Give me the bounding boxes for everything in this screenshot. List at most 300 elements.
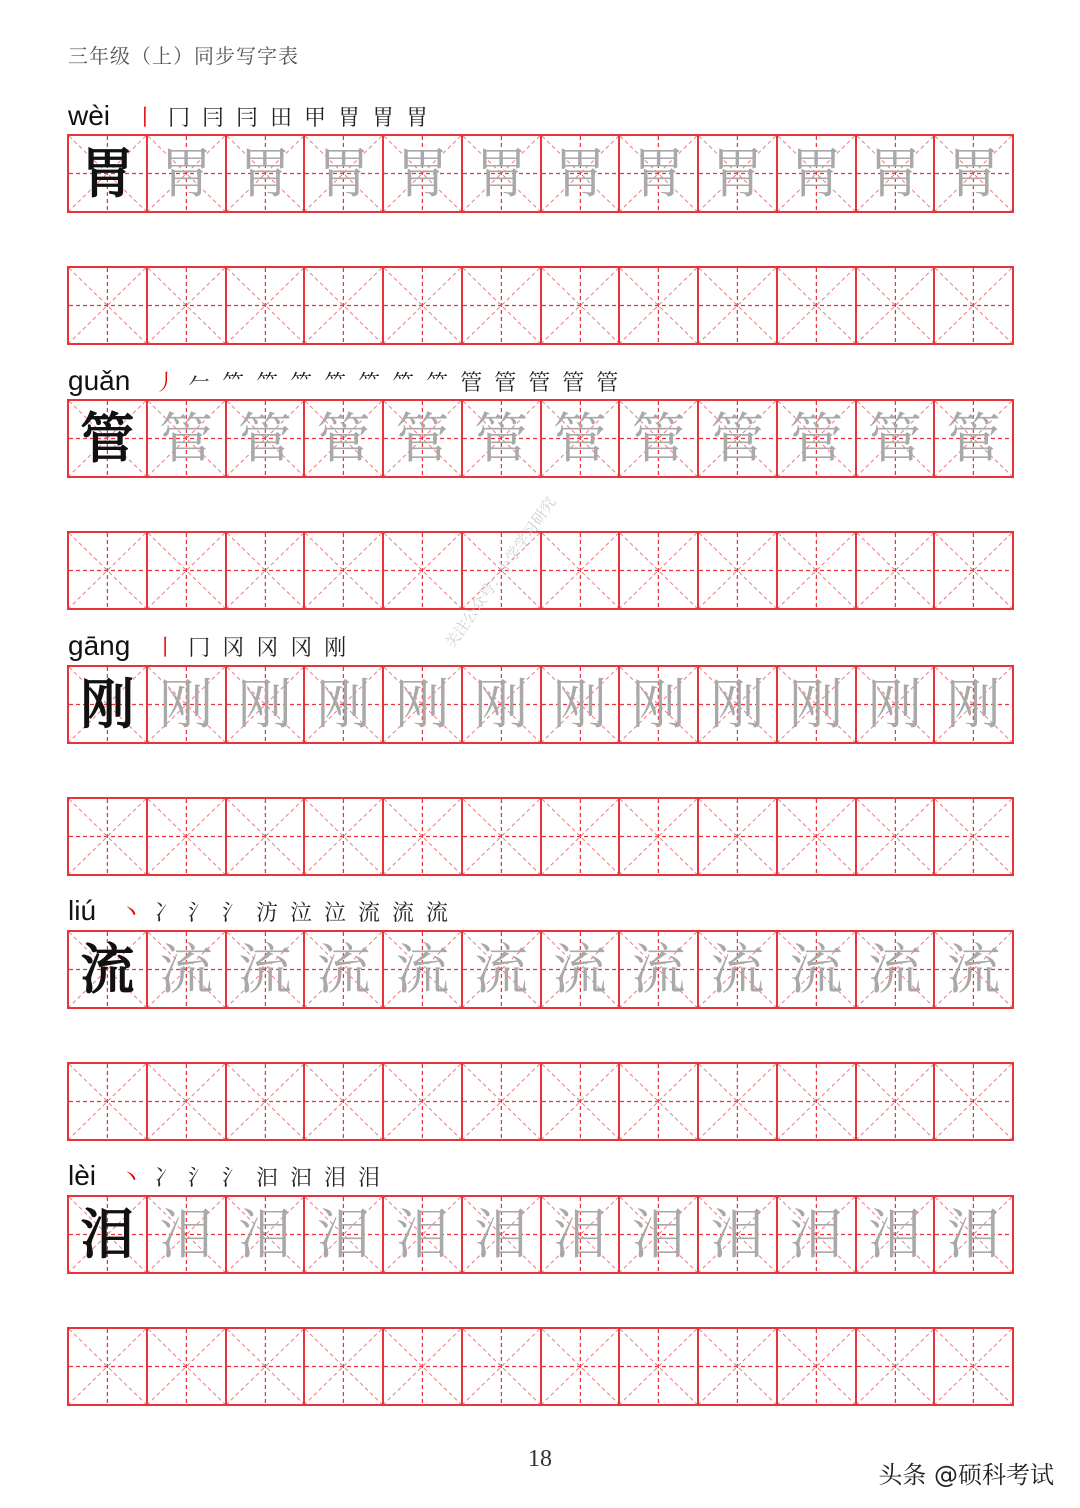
watermark: 关注公众号：小学学习研究 xyxy=(441,493,560,652)
trace-cell[interactable] xyxy=(225,1197,304,1272)
grid-guides xyxy=(542,268,619,343)
grid-guides xyxy=(857,1064,934,1139)
trace-cell[interactable] xyxy=(303,1197,382,1272)
stroke-step: 流 xyxy=(392,901,415,926)
trace-character: 流 xyxy=(552,937,607,1001)
trace-cell[interactable] xyxy=(776,401,855,476)
trace-cell[interactable] xyxy=(382,401,461,476)
blank-cell[interactable] xyxy=(618,799,697,874)
blank-cell[interactable] xyxy=(67,1329,146,1404)
stroke-step: 胃 xyxy=(372,106,395,131)
grid-guides xyxy=(935,268,1012,343)
blank-cell[interactable] xyxy=(382,268,461,343)
blank-cell[interactable] xyxy=(776,533,855,608)
stroke-step: 甲 xyxy=(304,106,327,131)
trace-cell[interactable] xyxy=(303,136,382,211)
blank-practice-row xyxy=(67,266,1014,345)
trace-character: 刚 xyxy=(316,672,371,736)
trace-cell[interactable] xyxy=(461,136,540,211)
tracing-grid-row xyxy=(67,399,1014,478)
trace-character: 泪 xyxy=(867,1202,922,1266)
trace-cell[interactable] xyxy=(461,401,540,476)
pinyin-label: lèi xyxy=(68,1160,97,1191)
trace-cell[interactable] xyxy=(697,1197,776,1272)
blank-cell[interactable] xyxy=(146,799,225,874)
blank-cell[interactable] xyxy=(225,533,304,608)
stroke-step: 氵 xyxy=(222,1166,245,1191)
stroke-step: 氵 xyxy=(188,1166,211,1191)
trace-cell[interactable] xyxy=(697,401,776,476)
trace-cell[interactable] xyxy=(933,1197,1014,1272)
trace-character: 刚 xyxy=(474,672,529,736)
stroke-step: ⺮ xyxy=(222,371,245,396)
model-character-cell xyxy=(67,1197,146,1272)
trace-cell[interactable] xyxy=(855,136,934,211)
pinyin-label: guǎn xyxy=(68,365,131,396)
stroke-order-row xyxy=(68,355,624,395)
stroke-step: 刚 xyxy=(324,636,347,661)
trace-cell[interactable] xyxy=(697,932,776,1007)
trace-cell[interactable] xyxy=(540,1197,619,1272)
grid-guides xyxy=(699,268,776,343)
grid-guides xyxy=(384,1329,461,1404)
grid-guides xyxy=(620,533,697,608)
blank-cell[interactable] xyxy=(855,533,934,608)
stroke-step: 冃 xyxy=(236,106,259,131)
trace-cell[interactable] xyxy=(776,1197,855,1272)
blank-cell[interactable] xyxy=(146,533,225,608)
grid-guides xyxy=(148,1064,225,1139)
stroke-order-row xyxy=(68,620,352,660)
grid-guides xyxy=(69,799,146,874)
trace-cell[interactable] xyxy=(303,667,382,742)
trace-character: 管 xyxy=(474,406,529,470)
trace-character: 管 xyxy=(867,406,922,470)
blank-cell[interactable] xyxy=(461,268,540,343)
model-character: 流 xyxy=(80,937,135,1001)
trace-cell[interactable] xyxy=(461,932,540,1007)
trace-cell[interactable] xyxy=(776,932,855,1007)
trace-character: 管 xyxy=(552,406,607,470)
grid-guides xyxy=(542,799,619,874)
stroke-step: 冈 xyxy=(290,636,313,661)
tracing-grid-row xyxy=(67,930,1014,1009)
blank-cell[interactable] xyxy=(461,1329,540,1404)
blank-cell[interactable] xyxy=(697,1064,776,1139)
trace-character: 刚 xyxy=(867,672,922,736)
trace-cell[interactable] xyxy=(540,932,619,1007)
grid-guides xyxy=(699,1064,776,1139)
trace-cell[interactable] xyxy=(933,932,1014,1007)
trace-character: 刚 xyxy=(631,672,686,736)
trace-character: 泪 xyxy=(710,1202,765,1266)
grid-guides xyxy=(463,1064,540,1139)
trace-character: 刚 xyxy=(710,672,765,736)
grid-guides xyxy=(542,1329,619,1404)
trace-cell[interactable] xyxy=(382,136,461,211)
blank-cell[interactable] xyxy=(225,799,304,874)
tracing-grid-row xyxy=(67,665,1014,744)
grid-guides xyxy=(227,799,304,874)
stroke-step: 胃 xyxy=(406,106,429,131)
grid-guides xyxy=(778,799,855,874)
blank-cell[interactable] xyxy=(855,799,934,874)
model-character: 管 xyxy=(80,406,135,470)
trace-cell[interactable] xyxy=(618,932,697,1007)
stroke-step: 丶 xyxy=(120,1166,143,1191)
stroke-step: 胃 xyxy=(338,106,361,131)
trace-cell[interactable] xyxy=(618,136,697,211)
stroke-step: 冈 xyxy=(222,636,245,661)
trace-character: 泪 xyxy=(316,1202,371,1266)
trace-character: 刚 xyxy=(946,672,1001,736)
blank-cell[interactable] xyxy=(303,1329,382,1404)
blank-cell[interactable] xyxy=(933,1064,1014,1139)
trace-character: 泪 xyxy=(474,1202,529,1266)
blank-cell[interactable] xyxy=(933,268,1014,343)
stroke-step: 田 xyxy=(270,106,293,131)
stroke-step: 氵 xyxy=(222,901,245,926)
trace-cell[interactable] xyxy=(303,932,382,1007)
model-character-cell xyxy=(67,932,146,1007)
trace-character: 泪 xyxy=(789,1202,844,1266)
trace-cell[interactable] xyxy=(225,401,304,476)
pinyin-label: wèi xyxy=(68,100,111,131)
model-character: 泪 xyxy=(80,1202,135,1266)
grid-guides xyxy=(384,533,461,608)
grid-guides xyxy=(935,533,1012,608)
trace-cell[interactable] xyxy=(855,1197,934,1272)
stroke-step: 冫 xyxy=(154,1166,177,1191)
trace-cell[interactable] xyxy=(382,932,461,1007)
trace-cell[interactable] xyxy=(146,136,225,211)
grid-guides xyxy=(778,1064,855,1139)
grid-guides xyxy=(542,533,619,608)
stroke-step: 泣 xyxy=(290,901,313,926)
tracing-grid-row xyxy=(67,1195,1014,1274)
grid-guides xyxy=(699,533,776,608)
trace-cell[interactable] xyxy=(146,932,225,1007)
trace-character: 刚 xyxy=(552,672,607,736)
model-character-cell xyxy=(67,401,146,476)
grid-guides xyxy=(857,799,934,874)
stroke-step: 管 xyxy=(596,371,619,396)
trace-character: 管 xyxy=(237,406,292,470)
grid-guides xyxy=(620,799,697,874)
grid-guides xyxy=(463,799,540,874)
pinyin-label: liú xyxy=(68,895,97,926)
trace-cell[interactable] xyxy=(776,136,855,211)
blank-cell[interactable] xyxy=(618,1329,697,1404)
trace-cell[interactable] xyxy=(855,932,934,1007)
blank-cell[interactable] xyxy=(697,1329,776,1404)
blank-cell[interactable] xyxy=(67,1064,146,1139)
grid-guides xyxy=(69,268,146,343)
trace-character: 管 xyxy=(789,406,844,470)
trace-character: 流 xyxy=(237,937,292,1001)
stroke-step: 冂 xyxy=(168,106,191,131)
page-number: 18 xyxy=(528,1446,552,1472)
stroke-step: ⺮ xyxy=(256,371,279,396)
trace-character: 流 xyxy=(867,937,922,1001)
page-title: 三年级（上）同步写字表 xyxy=(68,44,299,68)
stroke-order-row xyxy=(68,1150,386,1190)
blank-cell[interactable] xyxy=(303,799,382,874)
stroke-step: 流 xyxy=(426,901,449,926)
blank-cell[interactable] xyxy=(67,799,146,874)
grid-guides xyxy=(227,1064,304,1139)
blank-cell[interactable] xyxy=(67,268,146,343)
stroke-step: 丿 xyxy=(154,371,177,396)
blank-cell[interactable] xyxy=(382,1064,461,1139)
grid-guides xyxy=(620,1329,697,1404)
stroke-step: ⺮ xyxy=(392,371,415,396)
trace-character: 胃 xyxy=(789,141,844,205)
stroke-step: 冂 xyxy=(188,636,211,661)
stroke-step: 冃 xyxy=(202,106,225,131)
stroke-step: 流 xyxy=(358,901,381,926)
trace-cell[interactable] xyxy=(303,401,382,476)
grid-guides xyxy=(227,533,304,608)
trace-character: 刚 xyxy=(159,672,214,736)
trace-character: 流 xyxy=(159,937,214,1001)
trace-cell[interactable] xyxy=(382,1197,461,1272)
stroke-step: 管 xyxy=(460,371,483,396)
stroke-step: ⺮ xyxy=(426,371,449,396)
blank-cell[interactable] xyxy=(855,1329,934,1404)
blank-cell[interactable] xyxy=(303,268,382,343)
grid-guides xyxy=(305,1064,382,1139)
grid-guides xyxy=(778,268,855,343)
trace-character: 管 xyxy=(316,406,371,470)
grid-guides xyxy=(935,1329,1012,1404)
blank-cell[interactable] xyxy=(67,533,146,608)
blank-cell[interactable] xyxy=(225,1329,304,1404)
trace-character: 泪 xyxy=(552,1202,607,1266)
blank-cell[interactable] xyxy=(303,533,382,608)
grid-guides xyxy=(778,533,855,608)
trace-cell[interactable] xyxy=(933,136,1014,211)
trace-cell[interactable] xyxy=(540,136,619,211)
stroke-step: 管 xyxy=(494,371,517,396)
blank-cell[interactable] xyxy=(855,1064,934,1139)
trace-character: 流 xyxy=(946,937,1001,1001)
grid-guides xyxy=(305,533,382,608)
blank-cell[interactable] xyxy=(540,799,619,874)
stroke-step: 冈 xyxy=(256,636,279,661)
stroke-step: 氵 xyxy=(188,901,211,926)
blank-cell[interactable] xyxy=(776,799,855,874)
blank-cell[interactable] xyxy=(461,799,540,874)
blank-cell[interactable] xyxy=(225,1064,304,1139)
trace-character: 胃 xyxy=(395,141,450,205)
stroke-step: 丨 xyxy=(134,106,157,131)
model-character-cell xyxy=(67,136,146,211)
stroke-step: 泣 xyxy=(324,901,347,926)
trace-cell[interactable] xyxy=(697,667,776,742)
blank-cell[interactable] xyxy=(382,799,461,874)
model-character: 刚 xyxy=(80,672,135,736)
blank-cell[interactable] xyxy=(540,268,619,343)
trace-cell[interactable] xyxy=(855,401,934,476)
stroke-step: 汩 xyxy=(290,1166,313,1191)
trace-character: 胃 xyxy=(631,141,686,205)
blank-cell[interactable] xyxy=(618,1064,697,1139)
stroke-step: 汸 xyxy=(256,901,279,926)
model-character: 胃 xyxy=(80,141,135,205)
stroke-step: ⺮ xyxy=(324,371,347,396)
trace-character: 管 xyxy=(946,406,1001,470)
blank-cell[interactable] xyxy=(146,1329,225,1404)
trace-character: 管 xyxy=(159,406,214,470)
blank-cell[interactable] xyxy=(382,1329,461,1404)
trace-character: 刚 xyxy=(237,672,292,736)
grid-guides xyxy=(699,799,776,874)
grid-guides xyxy=(384,268,461,343)
trace-cell[interactable] xyxy=(225,136,304,211)
blank-practice-row xyxy=(67,1327,1014,1406)
trace-character: 泪 xyxy=(395,1202,450,1266)
blank-cell[interactable] xyxy=(540,1329,619,1404)
trace-cell[interactable] xyxy=(461,667,540,742)
blank-cell[interactable] xyxy=(382,533,461,608)
grid-guides xyxy=(620,1064,697,1139)
grid-guides xyxy=(69,1329,146,1404)
trace-cell[interactable] xyxy=(618,1197,697,1272)
grid-guides xyxy=(227,268,304,343)
grid-guides xyxy=(227,1329,304,1404)
trace-character: 流 xyxy=(710,937,765,1001)
grid-guides xyxy=(148,1329,225,1404)
blank-cell[interactable] xyxy=(776,268,855,343)
blank-practice-row xyxy=(67,1062,1014,1141)
grid-guides xyxy=(148,533,225,608)
trace-character: 胃 xyxy=(552,141,607,205)
stroke-step: 汩 xyxy=(256,1166,279,1191)
stroke-step: 管 xyxy=(562,371,585,396)
trace-cell[interactable] xyxy=(146,1197,225,1272)
trace-character: 泪 xyxy=(237,1202,292,1266)
blank-cell[interactable] xyxy=(618,533,697,608)
blank-cell[interactable] xyxy=(697,533,776,608)
trace-character: 流 xyxy=(474,937,529,1001)
blank-cell[interactable] xyxy=(461,1064,540,1139)
trace-character: 胃 xyxy=(867,141,922,205)
stroke-step: ⺮ xyxy=(358,371,381,396)
stroke-step: 丶 xyxy=(120,901,143,926)
trace-character: 管 xyxy=(631,406,686,470)
trace-character: 胃 xyxy=(316,141,371,205)
grid-guides xyxy=(935,1064,1012,1139)
blank-cell[interactable] xyxy=(146,268,225,343)
trace-cell[interactable] xyxy=(146,401,225,476)
trace-character: 流 xyxy=(789,937,844,1001)
blank-cell[interactable] xyxy=(540,1064,619,1139)
trace-cell[interactable] xyxy=(933,667,1014,742)
stroke-step: 泪 xyxy=(324,1166,347,1191)
trace-character: 胃 xyxy=(159,141,214,205)
grid-guides xyxy=(384,799,461,874)
source-tag: 头条 @硕科考试 xyxy=(878,1461,1054,1489)
trace-character: 刚 xyxy=(789,672,844,736)
grid-guides xyxy=(857,533,934,608)
trace-cell[interactable] xyxy=(225,667,304,742)
stroke-step: 冫 xyxy=(154,901,177,926)
grid-guides xyxy=(542,1064,619,1139)
stroke-order-row xyxy=(68,90,434,130)
trace-cell[interactable] xyxy=(618,401,697,476)
trace-cell[interactable] xyxy=(776,667,855,742)
blank-cell[interactable] xyxy=(225,268,304,343)
grid-guides xyxy=(69,1064,146,1139)
pinyin-label: gāng xyxy=(68,630,131,661)
trace-cell[interactable] xyxy=(540,667,619,742)
stroke-step: 管 xyxy=(528,371,551,396)
trace-character: 管 xyxy=(710,406,765,470)
trace-character: 管 xyxy=(395,406,450,470)
stroke-step: ⺮ xyxy=(290,371,313,396)
blank-cell[interactable] xyxy=(697,799,776,874)
blank-cell[interactable] xyxy=(303,1064,382,1139)
blank-cell[interactable] xyxy=(933,1329,1014,1404)
grid-guides xyxy=(778,1329,855,1404)
grid-guides xyxy=(857,1329,934,1404)
grid-guides xyxy=(463,268,540,343)
grid-guides xyxy=(463,1329,540,1404)
trace-character: 泪 xyxy=(631,1202,686,1266)
blank-cell[interactable] xyxy=(933,533,1014,608)
trace-character: 泪 xyxy=(159,1202,214,1266)
trace-character: 流 xyxy=(316,937,371,1001)
grid-guides xyxy=(148,799,225,874)
trace-cell[interactable] xyxy=(461,1197,540,1272)
trace-character: 流 xyxy=(631,937,686,1001)
blank-cell[interactable] xyxy=(855,268,934,343)
trace-cell[interactable] xyxy=(618,667,697,742)
stroke-step: 𠂉 xyxy=(188,371,211,396)
trace-character: 胃 xyxy=(237,141,292,205)
blank-cell[interactable] xyxy=(540,533,619,608)
grid-guides xyxy=(305,1329,382,1404)
grid-guides xyxy=(384,1064,461,1139)
trace-character: 胃 xyxy=(474,141,529,205)
blank-cell[interactable] xyxy=(146,1064,225,1139)
blank-cell[interactable] xyxy=(697,268,776,343)
grid-guides xyxy=(69,533,146,608)
trace-character: 刚 xyxy=(395,672,450,736)
grid-guides xyxy=(305,799,382,874)
blank-cell[interactable] xyxy=(776,1064,855,1139)
trace-character: 胃 xyxy=(946,141,1001,205)
trace-character: 流 xyxy=(395,937,450,1001)
stroke-step: 丨 xyxy=(154,636,177,661)
tracing-grid-row xyxy=(67,134,1014,213)
trace-cell[interactable] xyxy=(146,667,225,742)
trace-cell[interactable] xyxy=(382,667,461,742)
grid-guides xyxy=(148,268,225,343)
trace-cell[interactable] xyxy=(855,667,934,742)
trace-cell[interactable] xyxy=(225,932,304,1007)
blank-cell[interactable] xyxy=(933,799,1014,874)
trace-cell[interactable] xyxy=(697,136,776,211)
blank-cell[interactable] xyxy=(618,268,697,343)
blank-cell[interactable] xyxy=(776,1329,855,1404)
grid-guides xyxy=(699,1329,776,1404)
trace-cell[interactable] xyxy=(540,401,619,476)
trace-character: 胃 xyxy=(710,141,765,205)
stroke-order-row xyxy=(68,885,454,925)
trace-cell[interactable] xyxy=(933,401,1014,476)
